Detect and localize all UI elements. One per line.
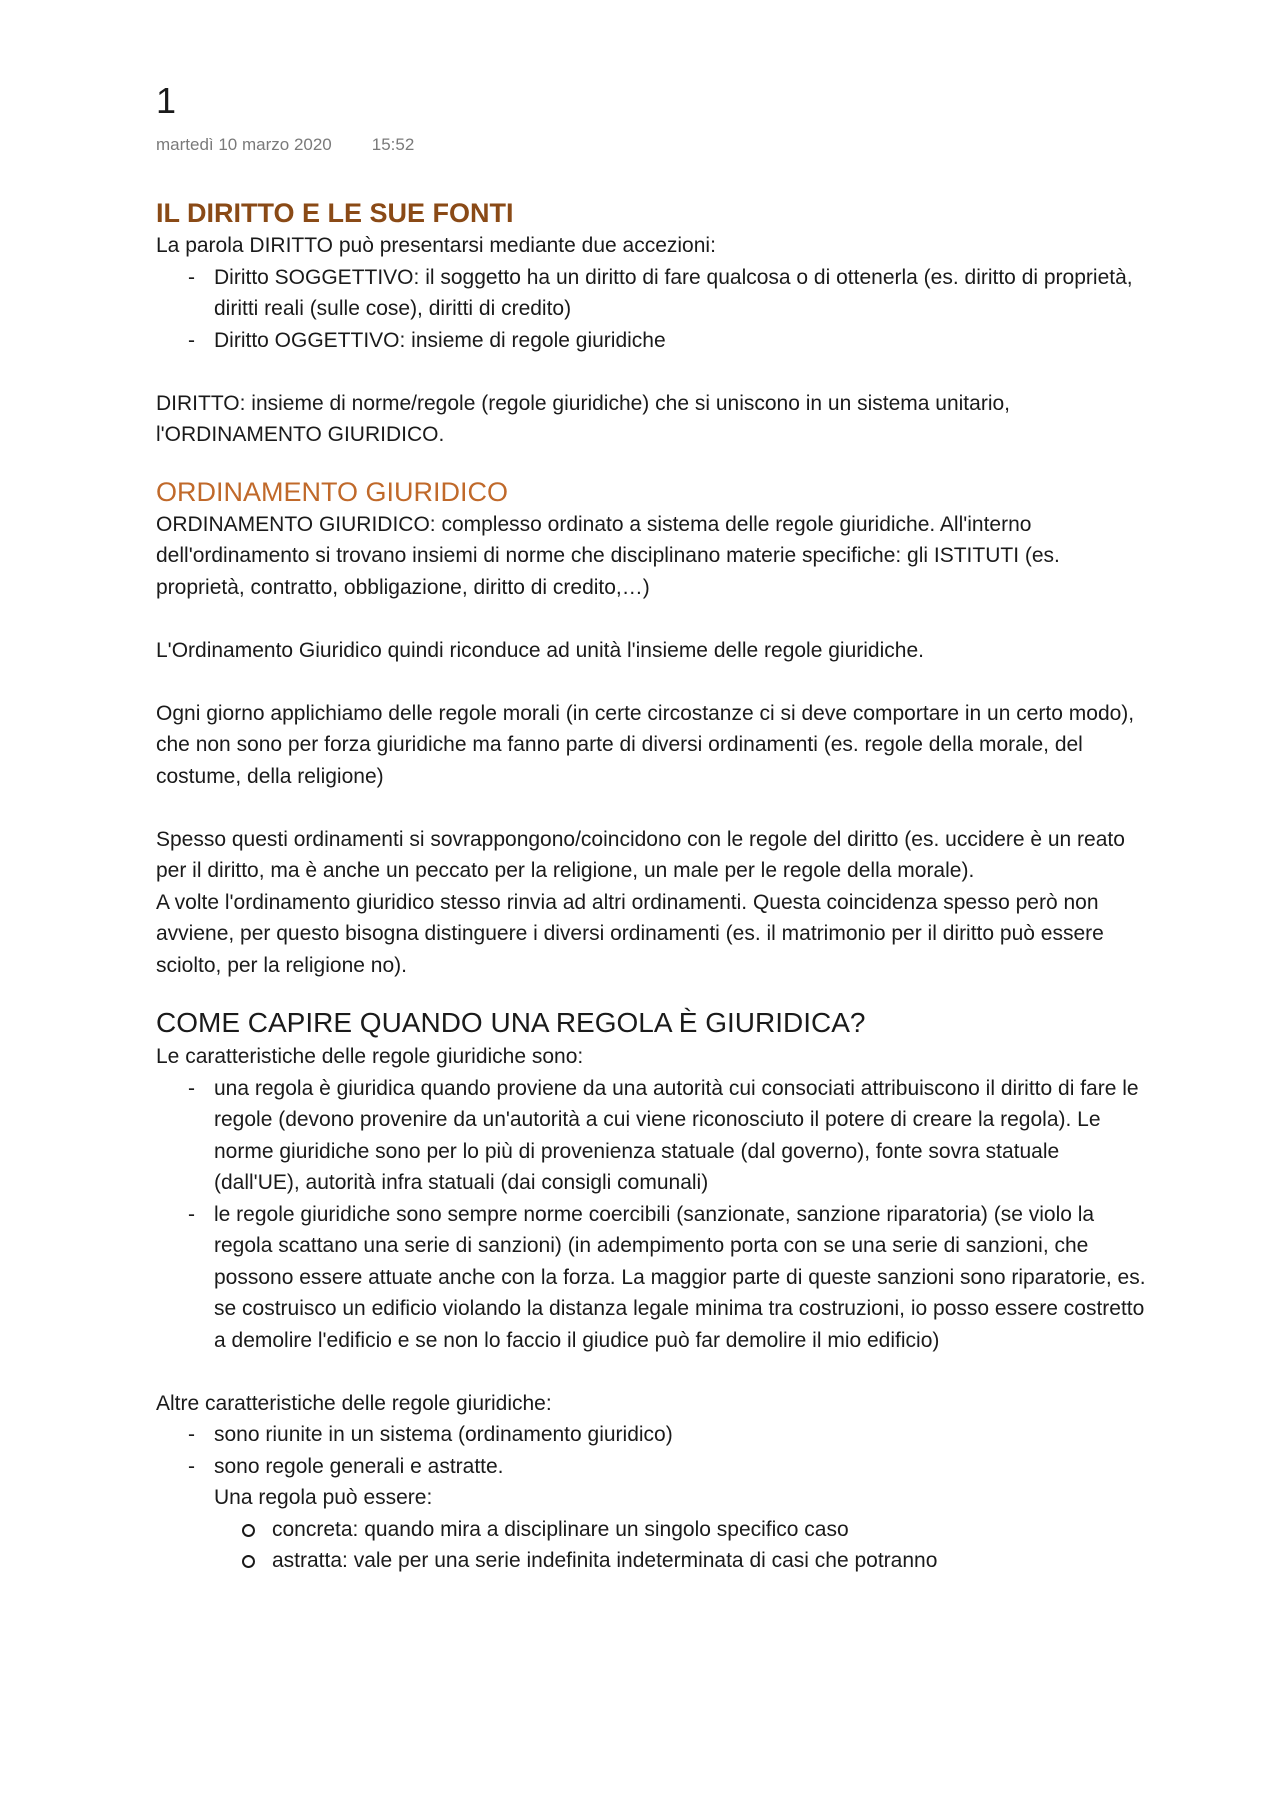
paragraph: A volte l'ordinamento giuridico stesso rinvia ad altri ordinamenti. Questa coincidenza spesso però non avviene, per questo bisogna distinguere i diversi ordinamenti (es. il matrimonio per il diritto può essere sciolto, per la religione no). — [156, 890, 1104, 977]
paragraph: Le caratteristiche delle regole giuridiche sono: — [156, 1045, 584, 1068]
list-item: - una regola è giuridica quando proviene da una autorità cui consociati attribuiscono il diritto di fare le regole (devono provenire da un'autorità a cui viene riconosciuto il potere di creare la regola). Le norme giuridiche sono per lo più di provenienza statuale (dal governo), fonte sovra statuale (dall'UE), autorità infra statuali (dai consigli comunali) — [214, 1073, 1146, 1199]
paragraph: La parola DIRITTO può presentarsi mediante due accezioni: — [156, 234, 716, 257]
section-heading-regola: COME CAPIRE QUANDO UNA REGOLA È GIURIDICA? — [156, 1007, 866, 1038]
bullet-list — [156, 262, 1146, 357]
note-date: martedì 10 marzo 2020 — [156, 135, 332, 154]
list-item: astratta: vale per una serie indefinita indeterminata di casi che potranno — [272, 1545, 1146, 1577]
note-page — [156, 80, 1146, 1577]
section-heading-diritto: IL DIRITTO E LE SUE FONTI — [156, 198, 514, 228]
paragraph: Spesso questi ordinamenti si sovrappongono/coincidono con le regole del diritto (es. uccidere è un reato per il diritto, ma è anche un peccato per la religione, un male per le regole della morale). — [156, 827, 1125, 882]
list-item: - Diritto SOGGETTIVO: il soggetto ha un diritto di fare qualcosa o di ottenerla (es. diritto di proprietà, diritti reali (sulle cose), diritti di credito) — [214, 262, 1146, 325]
page-title: 1 — [156, 80, 177, 121]
sub-bullet-list — [156, 1514, 1146, 1577]
list-item: - le regole giuridiche sono sempre norme coercibili (sanzionate, sanzione riparatoria) (se violo la regola scattano una serie di sanzioni) (in adempimento porta con se una serie di sanzioni, che possono essere attuate anche con la forza. La maggior parte di queste sanzioni sono riparatorie, es. se costruisco un edificio violando la distanza legale minima tra costruzioni, io posso essere costretto a demolire l'edificio e se non lo faccio il giudice può far demolire il mio edificio) — [214, 1199, 1146, 1357]
list-item: - Diritto OGGETTIVO: insieme di regole giuridiche — [214, 325, 1146, 357]
paragraph: L'Ordinamento Giuridico quindi riconduce ad unità l'insieme delle regole giuridiche. — [156, 638, 924, 662]
section-heading-ordinamento: ORDINAMENTO GIURIDICO — [156, 476, 509, 507]
paragraph: Altre caratteristiche delle regole giuridiche: — [156, 1391, 552, 1415]
paragraph: ORDINAMENTO GIURIDICO: complesso ordinato a sistema delle regole giuridiche. All'interno dell'ordinamento si trovano insiemi di norme che disciplinano materie specifiche: gli ISTITUTI (es. proprietà, contratto, obbligazione, diritto di credito,…) — [156, 512, 1060, 599]
list-item: concreta: quando mira a disciplinare un singolo specifico caso — [272, 1514, 1146, 1546]
list-item: - sono riunite in un sistema (ordinamento giuridico) — [214, 1419, 1146, 1451]
bullet-list — [156, 1073, 1146, 1357]
note-meta — [156, 134, 1146, 156]
paragraph: Ogni giorno applichiamo delle regole morali (in certe circostanze ci si deve comportare in un certo modo), che non sono per forza giuridiche ma fanno parte di diversi ordinamenti (es. regole della morale, del costume, della religione) — [156, 701, 1135, 788]
note-time: 15:52 — [371, 135, 415, 154]
sub-intro: Una regola può essere: — [214, 1486, 433, 1509]
paragraph: DIRITTO: insieme di norme/regole (regole giuridiche) che si uniscono in un sistema unitario, l'ORDINAMENTO GIURIDICO. — [156, 391, 1010, 446]
bullet-list — [156, 1419, 1146, 1482]
list-item: - sono regole generali e astratte. — [214, 1451, 1146, 1483]
